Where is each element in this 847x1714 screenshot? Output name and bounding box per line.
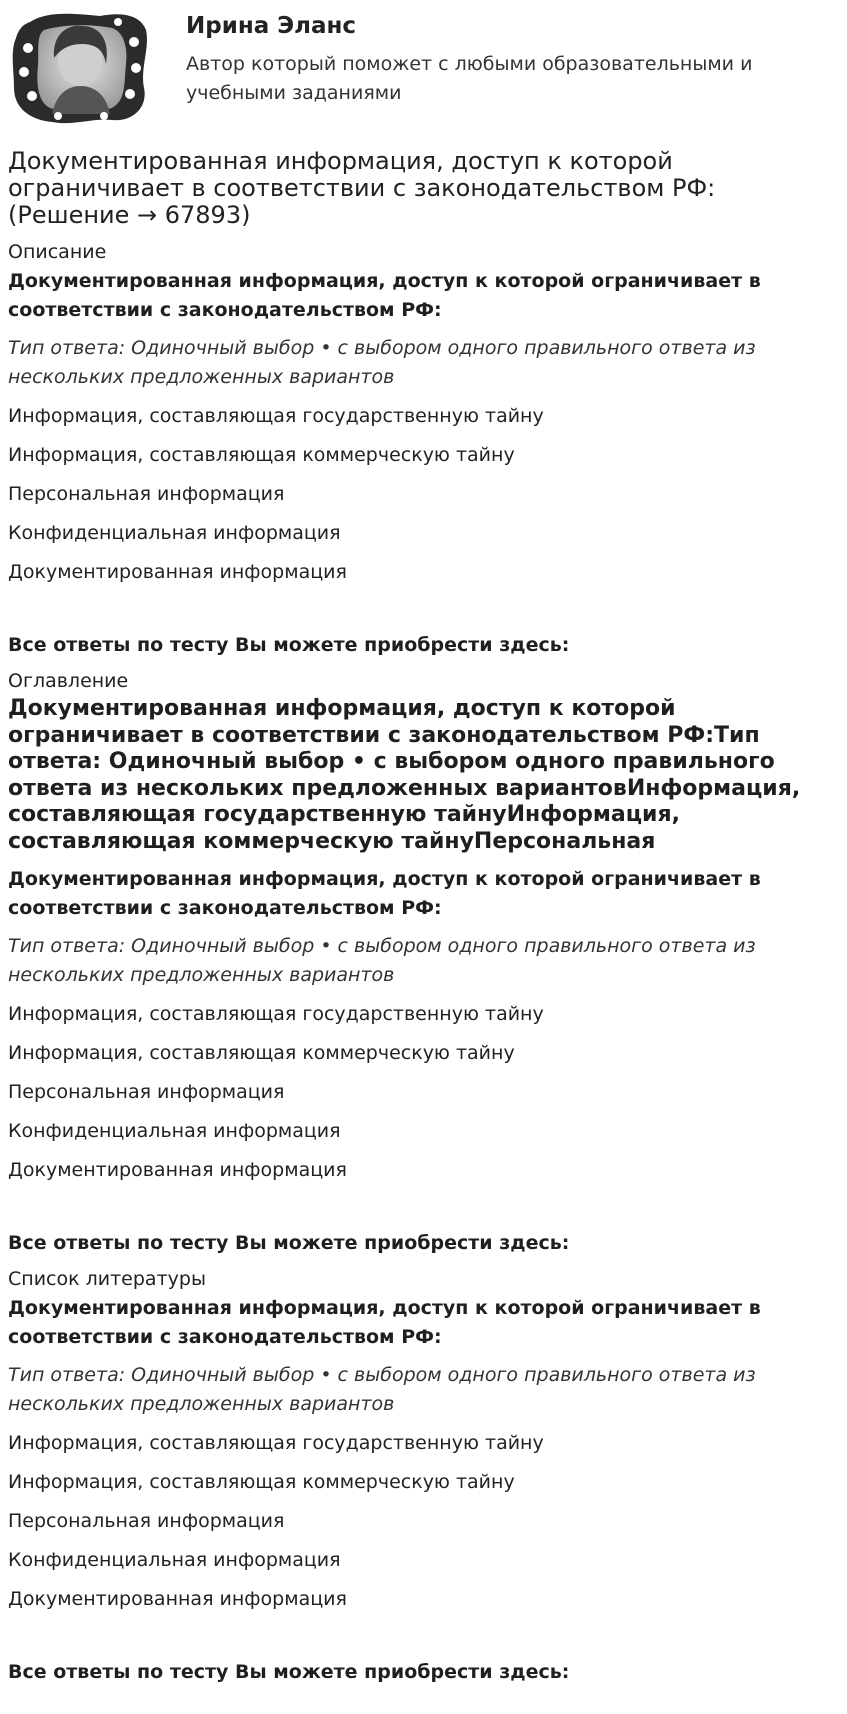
answer-option: Персональная информация xyxy=(8,1510,285,1532)
author-block xyxy=(0,0,847,135)
answer-option: Конфиденциальная информация xyxy=(8,1120,341,1142)
literature-section xyxy=(8,1268,838,1684)
answer-type: Тип ответа: Одиночный выбор • с выбором одного правильного ответа из нескольких предложенных вариантов xyxy=(8,1364,756,1415)
question-title: Документированная информация, доступ к которой ограничивает в соответствии с законодательством РФ: xyxy=(8,1297,761,1348)
answer-option: Информация, составляющая коммерческую тайну xyxy=(8,1471,515,1493)
answer-option: Конфиденциальная информация xyxy=(8,1549,341,1571)
answer-option: Документированная информация xyxy=(8,1588,347,1610)
answer-option: Информация, составляющая коммерческую тайну xyxy=(8,1042,515,1064)
toc-summary: Документированная информация, доступ к которой ограничивает в соответствии с законодательством РФ:Тип ответа: Одиночный выбор • с выбором одного правильного ответа из нескольких предложенных вариантовИнформация, составляющая государственную тайнуИнформация, составляющая коммерческую тайнуПерсональная xyxy=(8,696,801,854)
main-content xyxy=(8,148,838,1697)
page-title: Документированная информация, доступ к которой ограничивает в соответствии с законодательством РФ: (Решение → 67893) xyxy=(8,147,716,229)
answer-option: Информация, составляющая государственную тайну xyxy=(8,1432,544,1454)
answer-type: Тип ответа: Одиночный выбор • с выбором одного правильного ответа из нескольких предложенных вариантов xyxy=(8,935,756,986)
section-label-literature: Список литературы xyxy=(8,1268,206,1290)
buy-answers-text: Все ответы по тесту Вы можете приобрести здесь: xyxy=(8,1232,570,1254)
author-description: Автор который поможет с любыми образовательными и учебными заданиями xyxy=(186,53,753,104)
answer-option: Информация, составляющая коммерческую тайну xyxy=(8,444,515,466)
answer-option: Персональная информация xyxy=(8,483,285,505)
answer-option: Документированная информация xyxy=(8,1159,347,1181)
question-title: Документированная информация, доступ к которой ограничивает в соответствии с законодательством РФ: xyxy=(8,868,761,919)
author-avatar[interactable] xyxy=(8,8,150,126)
answer-option: Конфиденциальная информация xyxy=(8,522,341,544)
answer-option: Информация, составляющая государственную тайну xyxy=(8,1003,544,1025)
author-name[interactable]: Ирина Эланс xyxy=(186,13,357,39)
section-label-toc: Оглавление xyxy=(8,670,129,692)
buy-answers-text: Все ответы по тесту Вы можете приобрести здесь: xyxy=(8,1661,570,1683)
answer-type: Тип ответа: Одиночный выбор • с выбором одного правильного ответа из нескольких предложенных вариантов xyxy=(8,337,756,388)
answer-option: Документированная информация xyxy=(8,561,347,583)
answer-option: Информация, составляющая государственную тайну xyxy=(8,405,544,427)
answer-option: Персональная информация xyxy=(8,1081,285,1103)
question-title: Документированная информация, доступ к которой ограничивает в соответствии с законодательством РФ: xyxy=(8,270,761,321)
buy-answers-text: Все ответы по тесту Вы можете приобрести здесь: xyxy=(8,634,570,656)
section-label-description: Описание xyxy=(8,241,107,263)
description-section xyxy=(8,241,838,657)
toc-section xyxy=(8,670,838,1255)
